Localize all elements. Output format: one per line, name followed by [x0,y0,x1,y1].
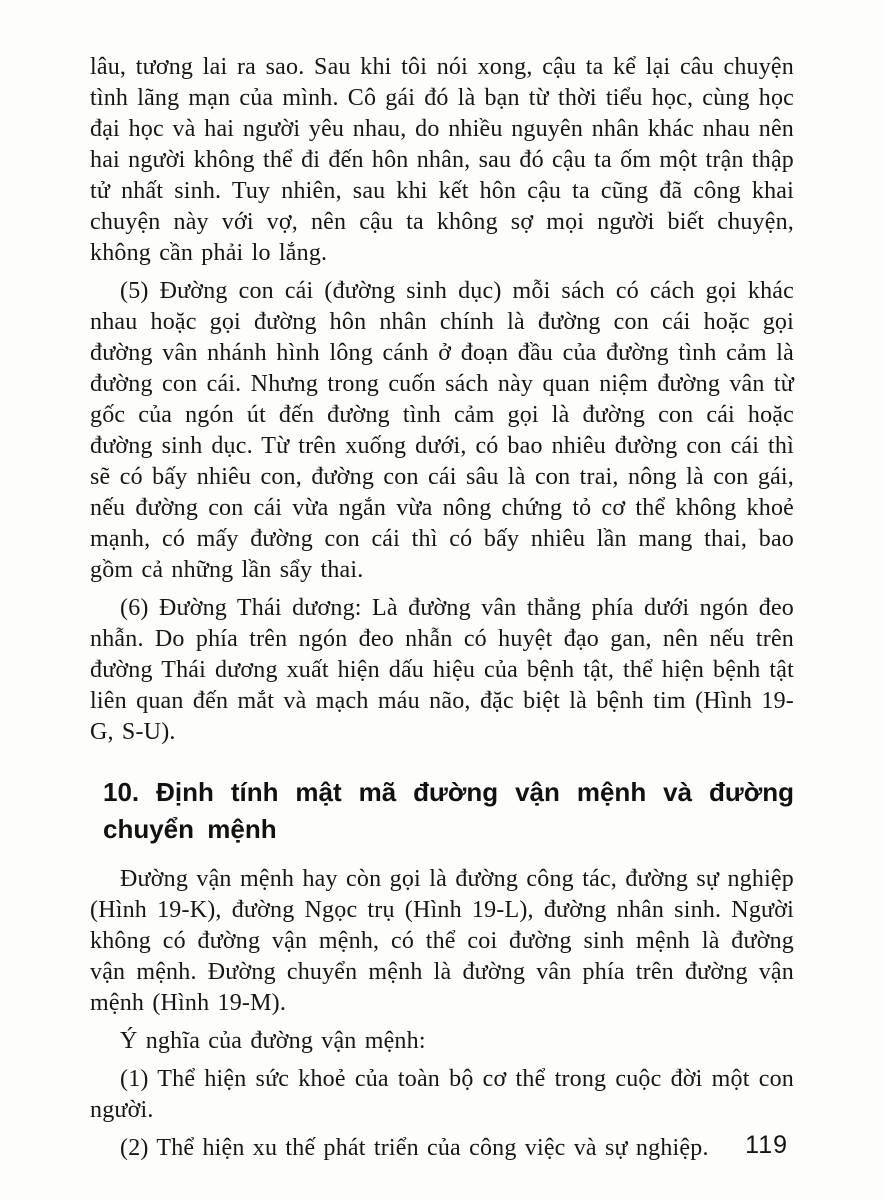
paragraph-meaning-intro: Ý nghĩa của đường vận mệnh: [120,1028,426,1054]
paragraph-fate-line-intro: Đường vận mệnh hay còn gọi là đường công tác, đường sự nghiệp (Hình 19-K), đường Ngọc trụ (Hình 19-L), đường nhân sinh. Người không có đường vận mệnh, có thể coi đường sinh mệnh là đường vận mệnh. Đường chuyển mệnh là đường vân phía trên đường vận mệnh (Hình 19-M). [90,866,794,1016]
paragraph-meaning-item-2: (2) Thể hiện xu thế phát triển của công việc và sự nghiệp. [120,1135,709,1161]
paragraph-children-line: (5) Đường con cái (đường sinh dục) mỗi sách có cách gọi khác nhau hoặc gọi đường hôn nhân chính là đường con cái hoặc gọi đường vân nhánh hình lông cánh ở đoạn đầu của đường tình cảm là đường con cái. Nhưng trong cuốn sách này quan niệm đường vân từ gốc của ngón út đến đường tình cảm gọi là đường con cái hoặc đường sinh dục. Từ trên xuống dưới, có bao nhiêu đường con cái thì sẽ có bấy nhiêu con, đường con cái sâu là con trai, nông là con gái, nếu đường con cái vừa ngắn vừa nông chứng tỏ cơ thể không khoẻ mạnh, có mấy đường con cái thì có bấy nhiêu lần mang thai, bao gồm cả những lần sẩy thai. [90,278,794,583]
paragraph-meaning-item-1: (1) Thể hiện sức khoẻ của toàn bộ cơ thể trong cuộc đời một con người. [90,1066,794,1123]
paragraph-continuation: lâu, tương lai ra sao. Sau khi tôi nói xong, cậu ta kể lại câu chuyện tình lãng mạn của mình. Cô gái đó là bạn từ thời tiểu học, cùng học đại học và hai người yêu nhau, do nhiều nguyên nhân khác nhau nên hai người không thể đi đến hôn nhân, sau đó cậu ta ốm một trận thập tử nhất sinh. Tuy nhiên, sau khi kết hôn cậu ta cũng đã công khai chuyện này với vợ, nên cậu ta không sợ mọi người biết chuyện, không cần phải lo lắng. [90,54,794,266]
page-number: 119 [745,1131,788,1159]
section-heading-fate-line: 10. Định tính mật mã đường vận mệnh và đường chuyển mệnh [103,777,794,844]
page-body-text [90,52,794,1171]
paragraph-sun-line: (6) Đường Thái dương: Là đường vân thẳng phía dưới ngón đeo nhẫn. Do phía trên ngón đeo nhẫn có huyệt đạo gan, nên nếu trên đường Thái dương xuất hiện dấu hiệu của bệnh tật, thể hiện bệnh tật liên quan đến mắt và mạch máu não, đặc biệt là bệnh tim (Hình 19-G, S-U). [90,595,794,745]
